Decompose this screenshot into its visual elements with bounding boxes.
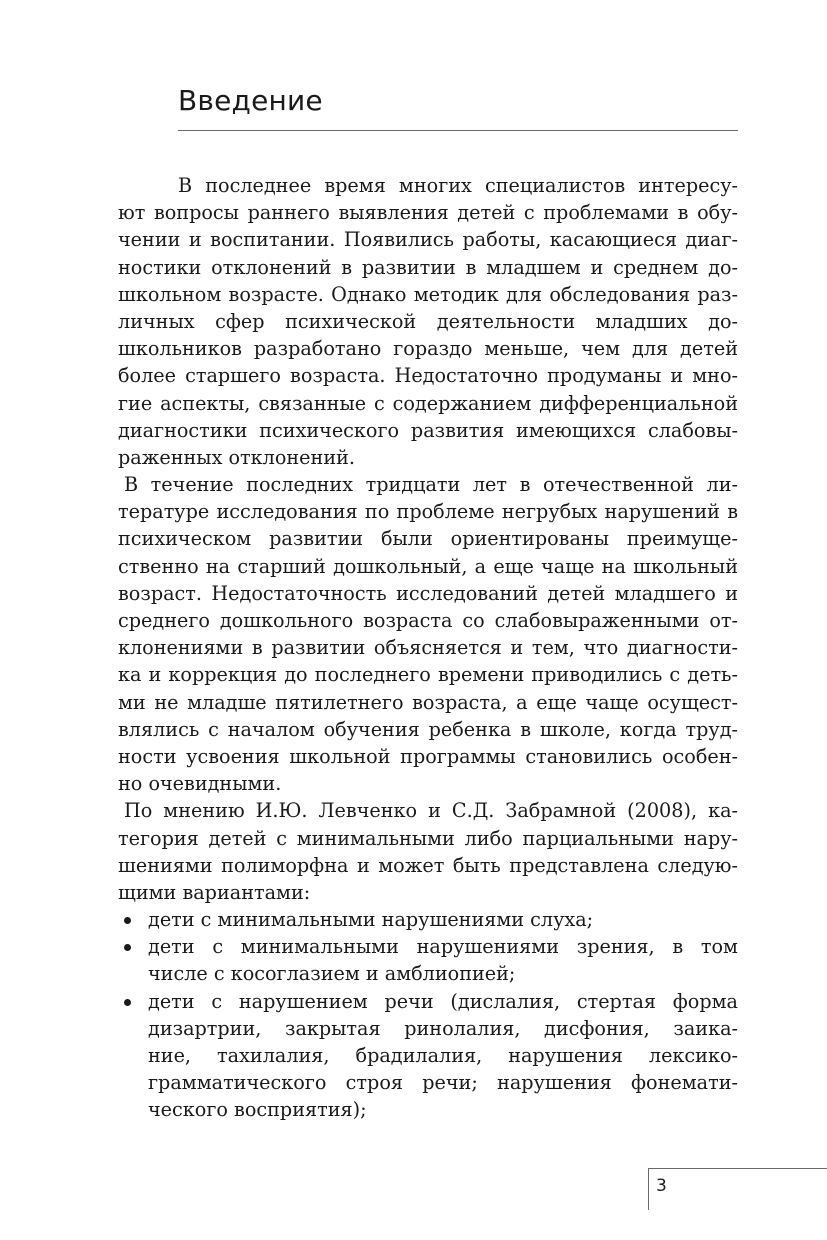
text-line: возраст. Недостаточность исследований детей младшего и: [118, 581, 738, 605]
list-item-continuation: грамматического строя речи; нарушения фонемати-: [148, 1071, 738, 1095]
title-underline: [178, 130, 738, 131]
text-line: По мнению И.Ю. Левченко и С.Д. Забрамной (2008), ка-: [124, 799, 738, 823]
text-line: влялись с началом обучения ребенка в школе, когда труд-: [118, 717, 738, 741]
text-line: ми не младше пятилетнего возраста, а еще чаще осущест-: [118, 690, 738, 714]
text-line: школьников разработано гораздо меньше, чем для детей: [118, 337, 738, 361]
list-item: дети с минимальными нарушениями слуха;: [118, 906, 738, 933]
text-line: среднего дошкольного возраста со слабовыраженными от-: [118, 609, 738, 632]
text-line: ка и коррекция до последнего времени приводились с деть-: [118, 663, 738, 687]
text-line: диагностики психического развития имеющихся слабовы-: [118, 418, 738, 442]
list-item-continuation: числе с косоглазием и амблиопией;: [148, 962, 516, 986]
bullet-list: [118, 906, 738, 1124]
page-title: Введение: [178, 84, 323, 117]
text-line: ностики отклонений в развитии в младшем и среднем до-: [118, 255, 738, 279]
bullet-icon: [124, 917, 131, 924]
list-item: дети с нарушением речи (дислалия, стертая форма: [118, 988, 738, 1015]
list-item-continuation: ние, тахилалия, брадилалия, нарушения лексико-: [148, 1044, 738, 1067]
body-text: [118, 172, 738, 1124]
list-item-continuation: дизартрии, закрытая ринолалия, дисфония, заика-: [148, 1016, 738, 1040]
text-line: чении и воспитании. Появились работы, касающиеся диаг-: [118, 228, 738, 252]
text-line: тегория детей с минимальными либо парциальными нару-: [118, 826, 738, 850]
list-item: дети с минимальными нарушениями зрения, в том: [118, 933, 738, 960]
text-line: личных сфер психической деятельности младших до-: [118, 309, 738, 333]
text-line: клонениями в развитии объясняется и тем, что диагности-: [118, 636, 738, 660]
text-line: щими вариантами:: [118, 880, 311, 904]
folio-divider-vertical: [648, 1168, 649, 1210]
text-line: более старшего возраста. Недостаточно продуманы и мно-: [118, 364, 738, 388]
paragraph: [118, 471, 738, 797]
bullet-icon: [124, 999, 131, 1006]
list-item-continuation: ческого восприятия);: [148, 1098, 367, 1122]
text-line: но очевидными.: [118, 772, 282, 796]
text-line: психическом развитии были ориентированы преимуще-: [118, 527, 738, 551]
text-line: гие аспекты, связанные с содержанием дифференциальной: [118, 391, 738, 415]
text-line: тературе исследования по проблеме негрубых нарушений в: [118, 500, 738, 524]
text-line: В последнее время многих специалистов интересу-: [178, 174, 738, 197]
text-line: ют вопросы раннего выявления детей с проблемами в обу-: [118, 201, 738, 225]
folio-divider-horizontal: [648, 1168, 827, 1169]
paragraph: [118, 797, 738, 906]
text-line: школьном возрасте. Однако методик для обследования раз-: [118, 282, 738, 306]
paragraph: [118, 172, 738, 471]
text-line: раженных отклонений.: [118, 445, 356, 469]
bullet-icon: [124, 944, 131, 951]
page-number: 3: [656, 1176, 667, 1196]
text-line: ности усвоения школьной программы становились особен-: [118, 744, 738, 768]
text-line: ственно на старший дошкольный, а еще чаще на школьный: [118, 554, 738, 578]
text-line: шениями полиморфна и может быть представлена следую-: [118, 853, 738, 877]
text-line: В течение последних тридцати лет в отечественной ли-: [124, 473, 738, 497]
